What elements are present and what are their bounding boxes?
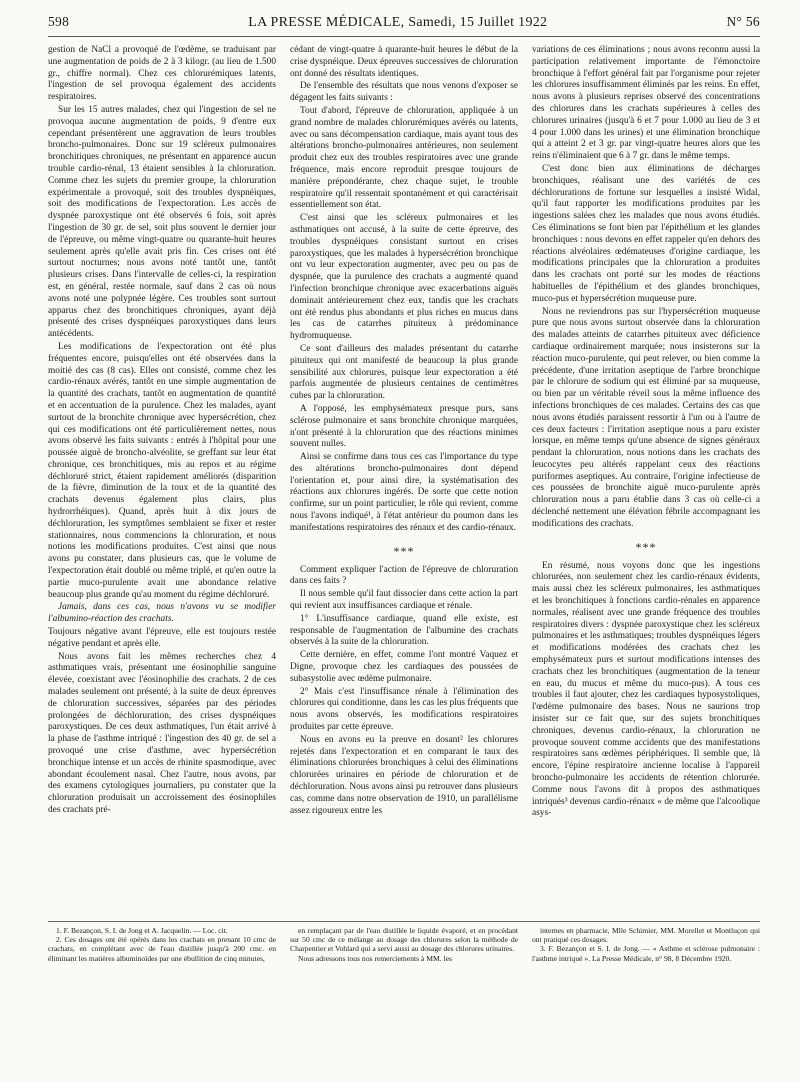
- paragraph: C'est donc bien aux éliminations de décharges bronchiques, réalisant une des variétés de ces déchlorurations de fortune sur lesquelles a insisté Widal, qu'il faut rapporter les modifications produites par les ingestions salées chez les malades que nous avons étudiés. Ces éliminations se font bien par l'épithélium et les glandes bronchiques : nous devons en effet rappeler qu'en dehors des réactions alvéolaires œdémateuses d'origine cardiaque, les modifications principales que la chloruration a produites dans les crachats ont porté sur les modes de réactions habituelles de l'épithélium et des glandes bronchiques, muco-pus et hypersécrétion muqueuse pure.: [532, 163, 760, 304]
- paragraph: En résumé, nous voyons donc que les ingestions chlorurées, non seulement chez les cardio-rénaux évidents, mais aussi chez les scléreux pulmonaires, les asthmatiques et les bronchitiques à fonctions cardio-rénales en apparence normales, réalisent avec une grande fréquence des troubles respiratoires divers : dyspnée paroxystique chez les scléreux pulmonaires et les asthmatiques; troubles dyspnéiques légers et modifications modérées des crachats chez les emphysémateux purs et surtout modifications intenses des crachats chez les bronchitiques (augmentation de la teneur en eau, du mucus et même du muco-pus). A tous ces troubles il faut ajouter, chez les cardiaques hyposystoliques, l'œdème pulmonaire des bases. Nous ne saurions trop insister sur ce fait que, sur des sujets bronchitiques chroniques, devenus cardio-rénaux, la chloruration ne provoque souvent comme accidents que des manifestations respiratoires sans œdèmes périphériques. Il semble que, là encore, l'épine respiratoire ancienne localise à l'appareil broncho-pulmonaire les accidents de rétention chlorurée. Comme nous l'avons dit à propos des asthmatiques intriqués³ devenus cardio-rénaux « de même que l'alcoolique asys-: [532, 560, 760, 819]
- footnotes-column-1: [48, 926, 276, 963]
- paragraph: variations de ces éliminations ; nous avons reconnu aussi la participation relativement importante de l'émonctoire bronchique à l'effort général fait par l'organisme pour rejeter les chlorures insuffisamment éliminés par les reins. En effet, nous avons à plusieurs reprises observé des concentrations des chlorures dans les crachats supérieures à celles des chlorures urinaires (jusqu'à 6 et 7 pour 1.000 au lieu de 3 et 4 pour 1.000 dans les urines) et une élimination bronchique qui a atteint 2 et 3 gr. par vingt-quatre heures alors que les reins n'éliminaient que 6 à 7 gr. dans le même temps.: [532, 45, 760, 162]
- paragraph: Jamais, dans ces cas, nous n'avons vu se modifier l'albumino-réaction des crachats.: [48, 602, 276, 625]
- paragraph: 2° Mais c'est l'insuffisance rénale à l'élimination des chlorures qui conditionne, dans les cas les plus fréquents que nous avons observés, les modifications respiratoires produites par cette épreuve.: [290, 686, 518, 733]
- paragraph: Ainsi se confirme dans tous ces cas l'importance du type des altérations broncho-pulmonaires dont dépend l'orientation et, pour ainsi dire, la systématisation des réactions aux chlorures ingérés. De sorte que cette notion confirme, sur un point particulier, le rôle qui revient, comme nous l'avons indiqué¹, à l'état antérieur du poumon dans les manifestations respiratoires des rénaux et des cardio-rénaux.: [290, 452, 518, 533]
- page-number: 598: [48, 14, 70, 29]
- footnote: en remplaçant par de l'eau distillée le liquide évaporé, et en procédant sur 50 cmc de ce mélange au dosage des chlorures selon la méthode de Charpentier et Vohlard qui a servi aussi au dosage des chlorures urinaires.: [290, 926, 518, 954]
- paragraph: A l'opposé, les emphysémateux presque purs, sans sclérose pulmonaire et sans bronchite chronique marquées, n'ont présenté à la chloruration que des réactions minimes souvent nulles.: [290, 403, 518, 450]
- paragraph: Tout d'abord, l'épreuve de chloruration, appliquée à un grand nombre de malades chlorurémiques avérés ou latents, avec ou sans décompensation cardiaque, mais ayant tous des altérations broncho-pulmonaires antérieures, non seulement produit chez eux des troubles respiratoires avec une grande fréquence, mais encore reproduit presque toujours de manière prépondérante, chez chaque sujet, le trouble respiratoire qu'il ressentait spontanément et qui caractérisait essentiellement son état.: [290, 105, 518, 211]
- paragraph: Toujours négative avant l'épreuve, elle est toujours restée négative pendant et après elle.: [48, 627, 276, 649]
- journal-title: LA PRESSE MÉDICALE, Samedi, 15 Juillet 1922: [248, 15, 548, 30]
- column-2: [290, 45, 518, 915]
- paragraph: Cette dernière, en effet, comme l'ont montré Vaquez et Digne, provoque chez les cardiaques des poussées de subasystolie avec œdème pulmonaire.: [290, 650, 518, 684]
- paragraph: gestion de NaCl a provoqué de l'œdème, se traduisant par une augmentation de poids de 2 à 3 kilogr. (au lieu de 1.500 gr., chiffre normal). Chez ces chlorurémiques latents, l'ingestion de sel provoqua également des accidents respiratoires.: [48, 45, 276, 103]
- column-1: [48, 45, 276, 915]
- paragraph: C'est ainsi que les scléreux pulmonaires et les asthmatiques ont accusé, à la suite de cette épreuve, des troubles dyspnéiques consistant surtout en crises paroxystiques, que les malades à hypersécrétion bronchique ont vu leur expectoration augmenter, avec peu ou pas de dyspnée, que la purulence des crachats a augmenté quand l'infection bronchique chronique avec exacerbations aiguës dominait antérieurement chez eux, tandis que les crachats ont été rendus plus abondants et plus riches en mucus dans les cas de catarrhes pituiteux à prédominance hydromuqueuse.: [290, 213, 518, 342]
- paragraph: Il nous semble qu'il faut dissocier dans cette action la part qui revient aux insuffisances cardiaque et rénale.: [290, 589, 518, 612]
- footnotes: [48, 921, 760, 963]
- section-separator-stars: ***: [635, 539, 657, 554]
- paragraph: Nous avons fait les mêmes recherches chez 4 asthmatiques vrais, présentant une éosinophilie sanguine élevée, coexistant avec l'éosinophilie des crachats. 2 de ces malades seulement ont présenté, à la suite de deux épreuves de chloruration successives, séparées par des périodes prolongées de déchloruration, des crises dyspnéiques paroxystiques. De ces deux asthmatiques, l'un était arrivé à la phase de l'asthme intriqué : l'ingestion des 40 gr. de sel a provoqué une crise d'asthme, avec hypersécrétion bronchique intense et un accès de rhinite spasmodique, avec abondant écoulement nasal. Chez l'autre, nous avons, par des examens cytologiques journaliers, pu constater que la chloruration produisait un accroissement des éosinophiles des crachats pré-: [48, 651, 276, 815]
- paragraph: De l'ensemble des résultats que nous venons d'exposer se dégagent les faits suivants :: [290, 81, 518, 104]
- text-columns: [48, 45, 760, 915]
- paragraph: Les modifications de l'expectoration ont été plus fréquentes encore, puisqu'elles ont été observées dans la moitié des cas (8 cas). Elles ont consisté, comme chez les cardio-rénaux avérés, tantôt en une simple augmentation de la quantité des crachats, tantôt en augmentation de quantité et en accentuation de la purulence. Chez les malades, ayant surtout de la bronchite chronique avec hypersécrétion, chez qui ces modifications ont été particulièrement nettes, nous avons observé les faits suivants : entrés à l'hôpital pour une poussée aiguë de broncho-alvéolite, se greffant sur leur état chronique, ces bronchitiques, mis au repos et au régime déchloruré strict, étaient rapidement améliorés (disparition de la fièvre, diminution de la toux et de la quantité des crachats devenus également plus clairs, plus hydrorrhéiques). Quand, après huit à dix jours de déchloruration, les symptômes semblaient se fixer et rester stationnaires, nous commencions la chloruration, et nous notions les modifications produites. C'est ainsi que nous avons pu constater, dans plusieurs cas, que le volume de l'expectoration était doublé ou même triplé, et qu'en outre la partie muco-purulente avait une abondance relative beaucoup plus grande qu'au moment du régime déchloruré.: [48, 341, 276, 600]
- paragraph: Comment expliquer l'action de l'épreuve de chloruration dans ces faits ?: [290, 564, 518, 587]
- footnote: Nous adressons tous nos remerciements à MM. les: [298, 953, 452, 963]
- paragraph: cédant de vingt-quatre à quarante-huit heures le début de la crise dyspnéique. Deux épreuves successives de chloruration ont donné des résultats identiques.: [290, 45, 518, 79]
- footnote: 1. F. Bezançon, S. I. de Jong et A. Jacquelin. — Loc. cit.: [56, 926, 228, 935]
- page-header: [48, 14, 760, 37]
- paragraph: 1° L'insuffisance cardiaque, quand elle existe, est responsable de l'augmentation de l'albumine des crachats observés à la suite de la chloruration.: [290, 613, 518, 648]
- footnotes-column-3: [532, 926, 760, 963]
- issue-number: N° 56: [726, 14, 760, 29]
- paragraph: Ce sont d'ailleurs des malades présentant du catarrhe pituiteux qui ont manifesté de beaucoup la plus grande sensibilité aux chlorures, puisque leur expectoration a été parfois augmentée de plusieurs centaines de centimètres cubes par la chloruration.: [290, 343, 518, 402]
- paragraph: Sur les 15 autres malades, chez qui l'ingestion de sel ne provoqua aucune augmentation de poids, 9 d'entre eux cependant présentèrent une aggravation de leurs troubles broncho-pulmonaires. Donc sur 19 scléreux pulmonaires bronchitiques chroniques, ne présentant en apparence aucun trouble cardio-rénal, 13 étaient sensibles à la chloruration. Comme chez les sujets du premier groupe, la chloruration expérimentale a provoqué, soit des troubles dyspnéiques, soit des modifications de l'expectoration. Les accès de dyspnée paroxystique ont été observés 6 fois, soit après l'ingestion de 30 gr. de sel, soit plus souvent le dernier jour de l'épreuve, ou même vingt-quatre ou quarante-huit heures seulement après qu'elle avait pris fin. Ces crises ont été surtout nocturnes; nous avons noté tantôt une, tantôt plusieurs crises. Dans l'intervalle de celles-ci, la respiration est, en général, restée normale, sauf dans 2 cas où nous avons noté une polypnée légère. Ces troubles sont surtout apparus chez des bronchitiques chroniques, ayant déjà présenté des crises dyspnéiques paroxystiques dans leurs antécédents.: [48, 104, 276, 340]
- paragraph: Nous ne reviendrons pas sur l'hypersécrétion muqueuse pure que nous avons surtout observée dans la chloruration des malades atteints de catarrhes pituiteux avec déficience cardiaque ordinairement marquée; nous insisterons sur la réaction muco-purulente, qui peut relever, ou bien comme la précédente, d'une irritation aseptique de l'arbre bronchique par le chlorure de sodium qui est éliminé par sa muqueuse, ou bien par un véritable réveil sous la même influence des infections bronchiques de ces malades. Certains des cas que nous avons étudiés paraissent ressortir à l'un ou à l'autre de ces deux facteurs : l'irritation aseptique nous a paru exister lorsque, en même temps qu'une absence de signes généraux pendant la chloruration, nous notions dans les crachats des leucocytes peu altérés rappelant ceux des réactions puriformes aseptiques. Au contraire, l'origine infectieuse de ces poussées de bronchite aiguë muco-purulente après chloruration nous a paru établie dans 3 cas où celle-ci a déclenché nettement une élévation fébrile accompagnant les modifications des crachats.: [532, 306, 760, 529]
- footnote: 2. Ces dosages ont été opérés dans les crachats en prenant 10 cmc de crachats, en complétant avec de l'eau distillée jusqu'à 200 cmc. en éliminant les matières albuminoïdes par une ébullition de cinq minutes,: [48, 935, 276, 963]
- footnote: 3. F. Bezançon et S. I. de Jong. — « Asthme et sclérose pulmonaire : l'asthme intriqué ». La Presse Médicale, n° 98, 8 Décembre 1920.: [532, 944, 760, 963]
- paragraph: Nous en avons eu la preuve en dosant² les chlorures rejetés dans l'expectoration et en comparant le taux des éliminations chlorurées bronchiques à celui des éliminations chlorurées urinaires en période de chloruration et de déchloruration. Nous avons ainsi pu retrouver dans plusieurs cas, comme dans notre observation de 1910, un parallélisme assez rigoureux entre les: [290, 734, 518, 816]
- footnote: internes en pharmacie, Mlle Schimier, MM. Morellet et Montluçon qui ont pratiqué ces dosages.: [532, 926, 760, 945]
- column-3: [532, 45, 760, 915]
- footnotes-column-2: [290, 926, 518, 963]
- section-separator-stars: ***: [393, 543, 415, 558]
